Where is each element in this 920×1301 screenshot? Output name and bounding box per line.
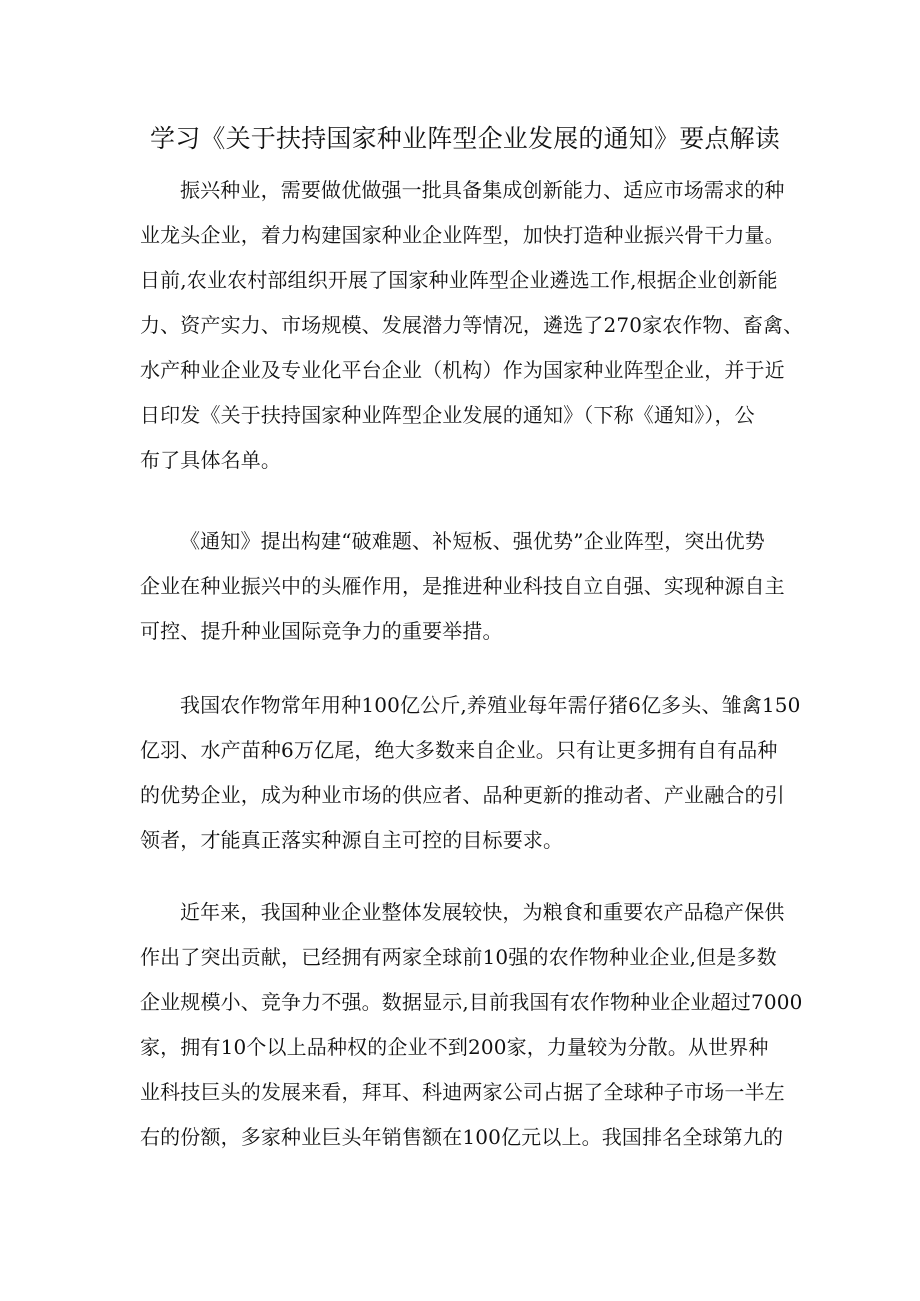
paragraph-line: 《通知》提出构建“破难题、补短板、强优势”企业阵型，突出优势 <box>180 529 765 553</box>
paragraph-line: 领者，才能真正落实种源自主可控的目标要求。 <box>140 828 564 852</box>
paragraph-line: 业龙头企业，着力构建国家种业企业阵型，加快打造种业振兴骨干力量。 <box>140 223 785 247</box>
paragraph-1 <box>140 168 804 483</box>
paragraph-line: 力、资产实力、市场规模、发展潜力等情况，遴选了270家农作物、畜禽、 <box>140 313 804 337</box>
paragraph-line: 日印发《关于扶持国家种业阵型企业发展的通知》（下称《通知》），公 <box>140 403 755 427</box>
paragraph-line: 日前,农业农村部组织开展了国家种业阵型企业遴选工作,根据企业创新能 <box>140 268 778 292</box>
paragraph-2 <box>140 519 800 654</box>
paragraph-line: 振兴种业，需要做优做强一批具备集成创新能力、适应市场需求的种 <box>180 178 785 202</box>
paragraph-line: 家，拥有10个以上品种权的企业不到200家，力量较为分散。从世界种 <box>140 1035 769 1059</box>
paragraph-line: 的优势企业，成为种业市场的供应者、品种更新的推动者、产业融合的引 <box>140 783 785 807</box>
paragraph-line: 企业在种业振兴中的头雁作用，是推进种业科技自立自强、实现种源自主 <box>140 574 785 598</box>
paragraph-line: 企业规模小、竞争力不强。数据显示,目前我国有农作物种业企业超过7000 <box>140 990 803 1014</box>
paragraph-4 <box>140 890 803 1160</box>
paragraph-line: 近年来，我国种业企业整体发展较快，为粮食和重要农产品稳产保供 <box>180 900 785 924</box>
paragraph-line: 我国农作物常年用种100亿公斤,养殖业每年需仔猪6亿多头、雏禽150 <box>180 693 801 717</box>
document-title: 学习《关于扶持国家种业阵型企业发展的通知》要点解读 <box>150 124 781 153</box>
paragraph-line: 业科技巨头的发展来看，拜耳、科迪两家公司占据了全球种子市场一半左 <box>140 1080 785 1104</box>
paragraph-line: 布了具体名单。 <box>140 448 282 472</box>
paragraph-line: 亿羽、水产苗种6万亿尾，绝大多数来自企业。只有让更多拥有自有品种 <box>140 738 778 762</box>
paragraph-line: 右的份额，多家种业巨头年销售额在100亿元以上。我国排名全球第九的 <box>140 1125 784 1149</box>
paragraph-line: 水产种业企业及专业化平台企业（机构）作为国家种业阵型企业，并于近 <box>140 358 785 382</box>
paragraph-3 <box>140 683 800 863</box>
paragraph-line: 可控、提升种业国际竞争力的重要举措。 <box>140 619 503 643</box>
paragraph-line: 作出了突出贡献，已经拥有两家全球前10强的农作物种业企业,但是多数 <box>140 945 777 969</box>
